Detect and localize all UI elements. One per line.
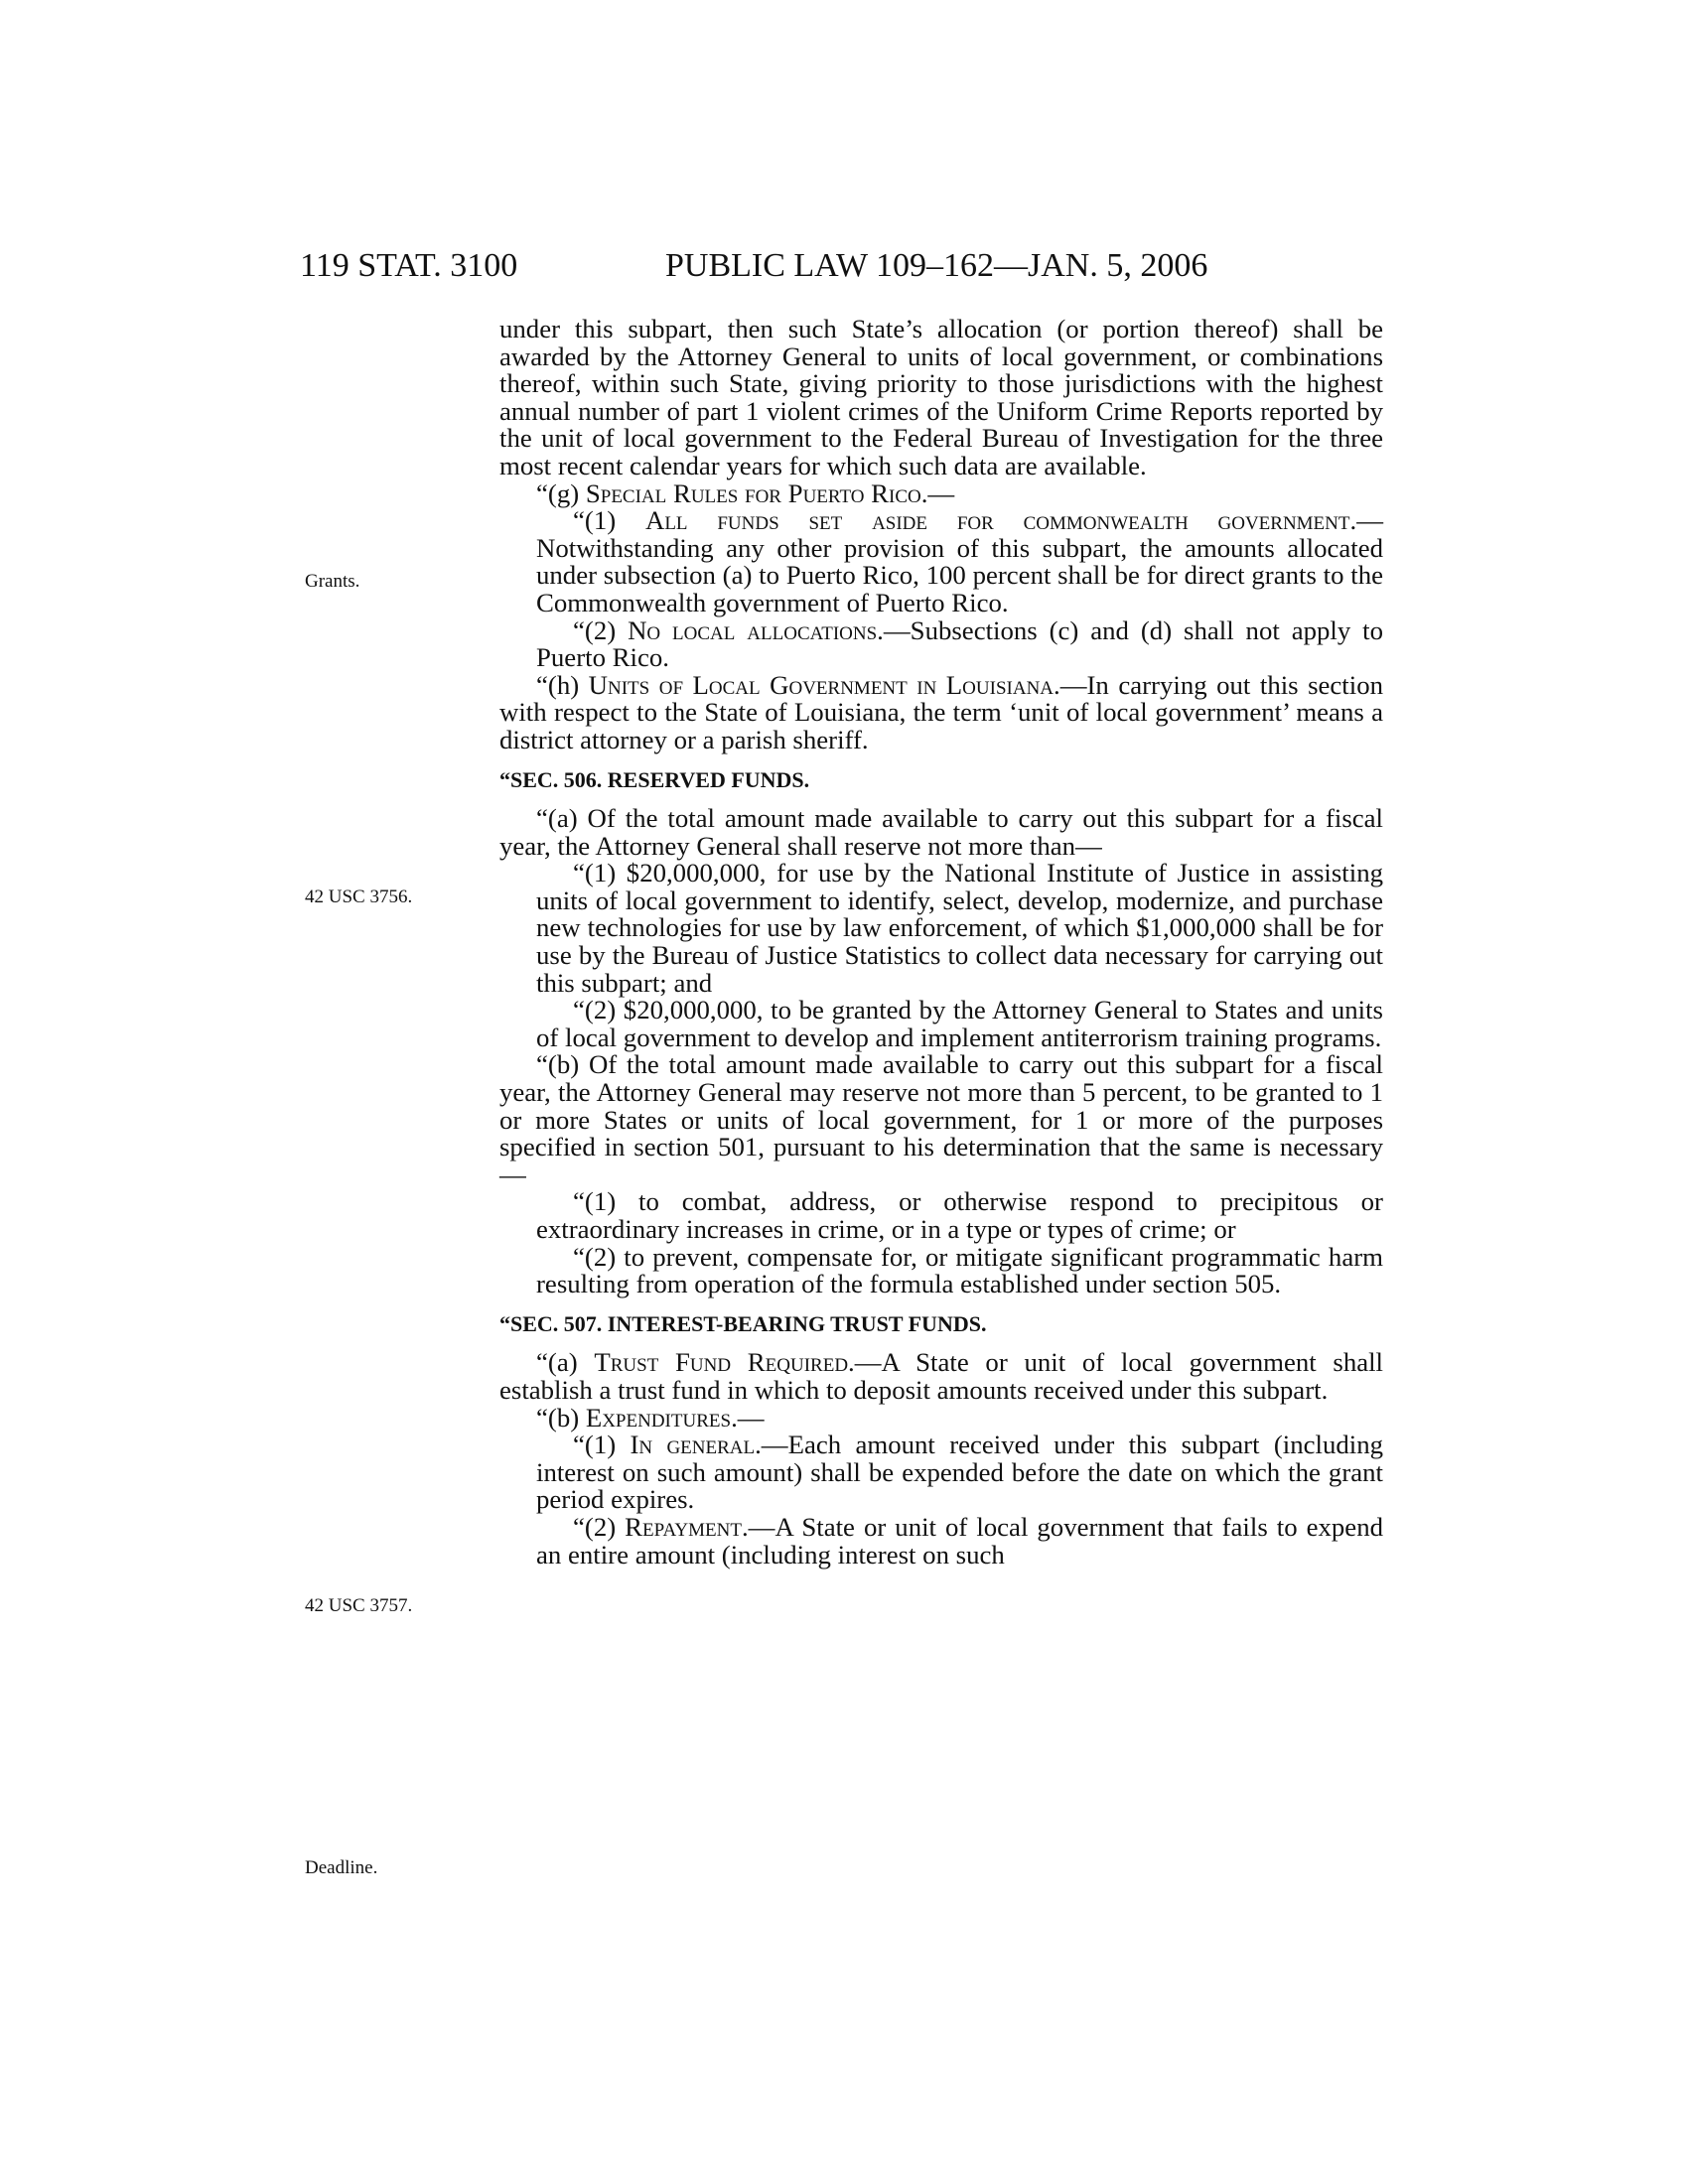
margin-note-usc-3757: 42 USC 3757.: [305, 1595, 413, 1616]
section-507-a: “(a) Trust Fund Required.—A State or unit of local government shall establish a trust fund in which to deposit amounts received under this subpart.: [499, 1347, 1383, 1405]
section-507-heading: “SEC. 507. INTEREST-BEARING TRUST FUNDS.: [499, 1310, 987, 1336]
margin-note-usc-3756: 42 USC 3756.: [305, 887, 413, 907]
section-507-b1: “(1) In general.—Each amount received under this subpart (including interest on such amount) shall be expended before the date on which the grant period expires.: [536, 1430, 1384, 1515]
section-506-b2: “(2) to prevent, compensate for, or mitigate significant programmatic harm resulting from operation of the formula established under section 505.: [536, 1241, 1383, 1299]
running-header: PUBLIC LAW 109–162—JAN. 5, 2006: [665, 247, 1208, 284]
section-507-b: “(b) Expenditures.—: [536, 1402, 765, 1433]
subsection-h: “(h) Units of Local Government in Louisiana.—In carrying out this section with respect to the State of Louisiana, the term ‘unit of local government’ means a district attorney or a parish sheriff.: [499, 669, 1383, 754]
subsection-g: “(g) Special Rules for Puerto Rico.—: [536, 478, 955, 508]
margin-note-deadline: Deadline.: [305, 1857, 378, 1878]
section-506-b1: “(1) to combat, address, or otherwise respond to precipitous or extraordinary increases in crime, or in a type or types of crime; or: [536, 1186, 1383, 1244]
section-506-heading: “SEC. 506. RESERVED FUNDS.: [499, 766, 810, 792]
page-stat-citation: 119 STAT. 3100: [300, 247, 518, 284]
continuation-paragraph: under this subpart, then such State’s allocation (or portion thereof) shall be awarded by the Attorney General to units of local government, or combinations thereof, within such State, giving priority to those jurisdictions with the highest annual number of part 1 violent crimes of the Uniform Crime Reports reported by the unit of local government to the Federal Bureau of Investigation for the three most recent calendar years for which such data are available.: [499, 314, 1383, 480]
subsection-g1: “(1) All funds set aside for commonwealth government.—Notwithstanding any other provision of this subpart, the amounts allocated under subsection (a) to Puerto Rico, 100 percent shall be for direct grants to the Commonwealth government of Puerto Rico.: [536, 505, 1383, 617]
margin-note-grants: Grants.: [305, 571, 360, 592]
section-506-b: “(b) Of the total amount made available to carry out this subpart for a fiscal year, the Attorney General may reserve not more than 5 percent, to be granted to 1 or more States or units of local government, for 1 or more of the purposes specified in section 501, pursuant to his determination that the same is necessary—: [499, 1049, 1383, 1189]
section-506-a2: “(2) $20,000,000, to be granted by the Attorney General to States and units of local government to develop and implement antiterrorism training programs.: [536, 995, 1383, 1052]
section-507-b2: “(2) Repayment.—A State or unit of local government that fails to expend an entire amount (including interest on such: [536, 1511, 1383, 1570]
section-506-a: “(a) Of the total amount made available to carry out this subpart for a fiscal year, the Attorney General shall reserve not more than—: [499, 803, 1383, 861]
subsection-g2: “(2) No local allocations.—Subsections (c) and (d) shall not apply to Puerto Rico.: [536, 614, 1383, 673]
page-body: [499, 316, 1383, 1569]
section-506-a1: “(1) $20,000,000, for use by the National Institute of Justice in assisting units of local government to identify, select, develop, modernize, and purchase new technologies for use by law enforcement, of which $1,000,000 shall be for use by the Bureau of Justice Statistics to collect data necessary for carrying out this subpart; and: [536, 858, 1383, 998]
